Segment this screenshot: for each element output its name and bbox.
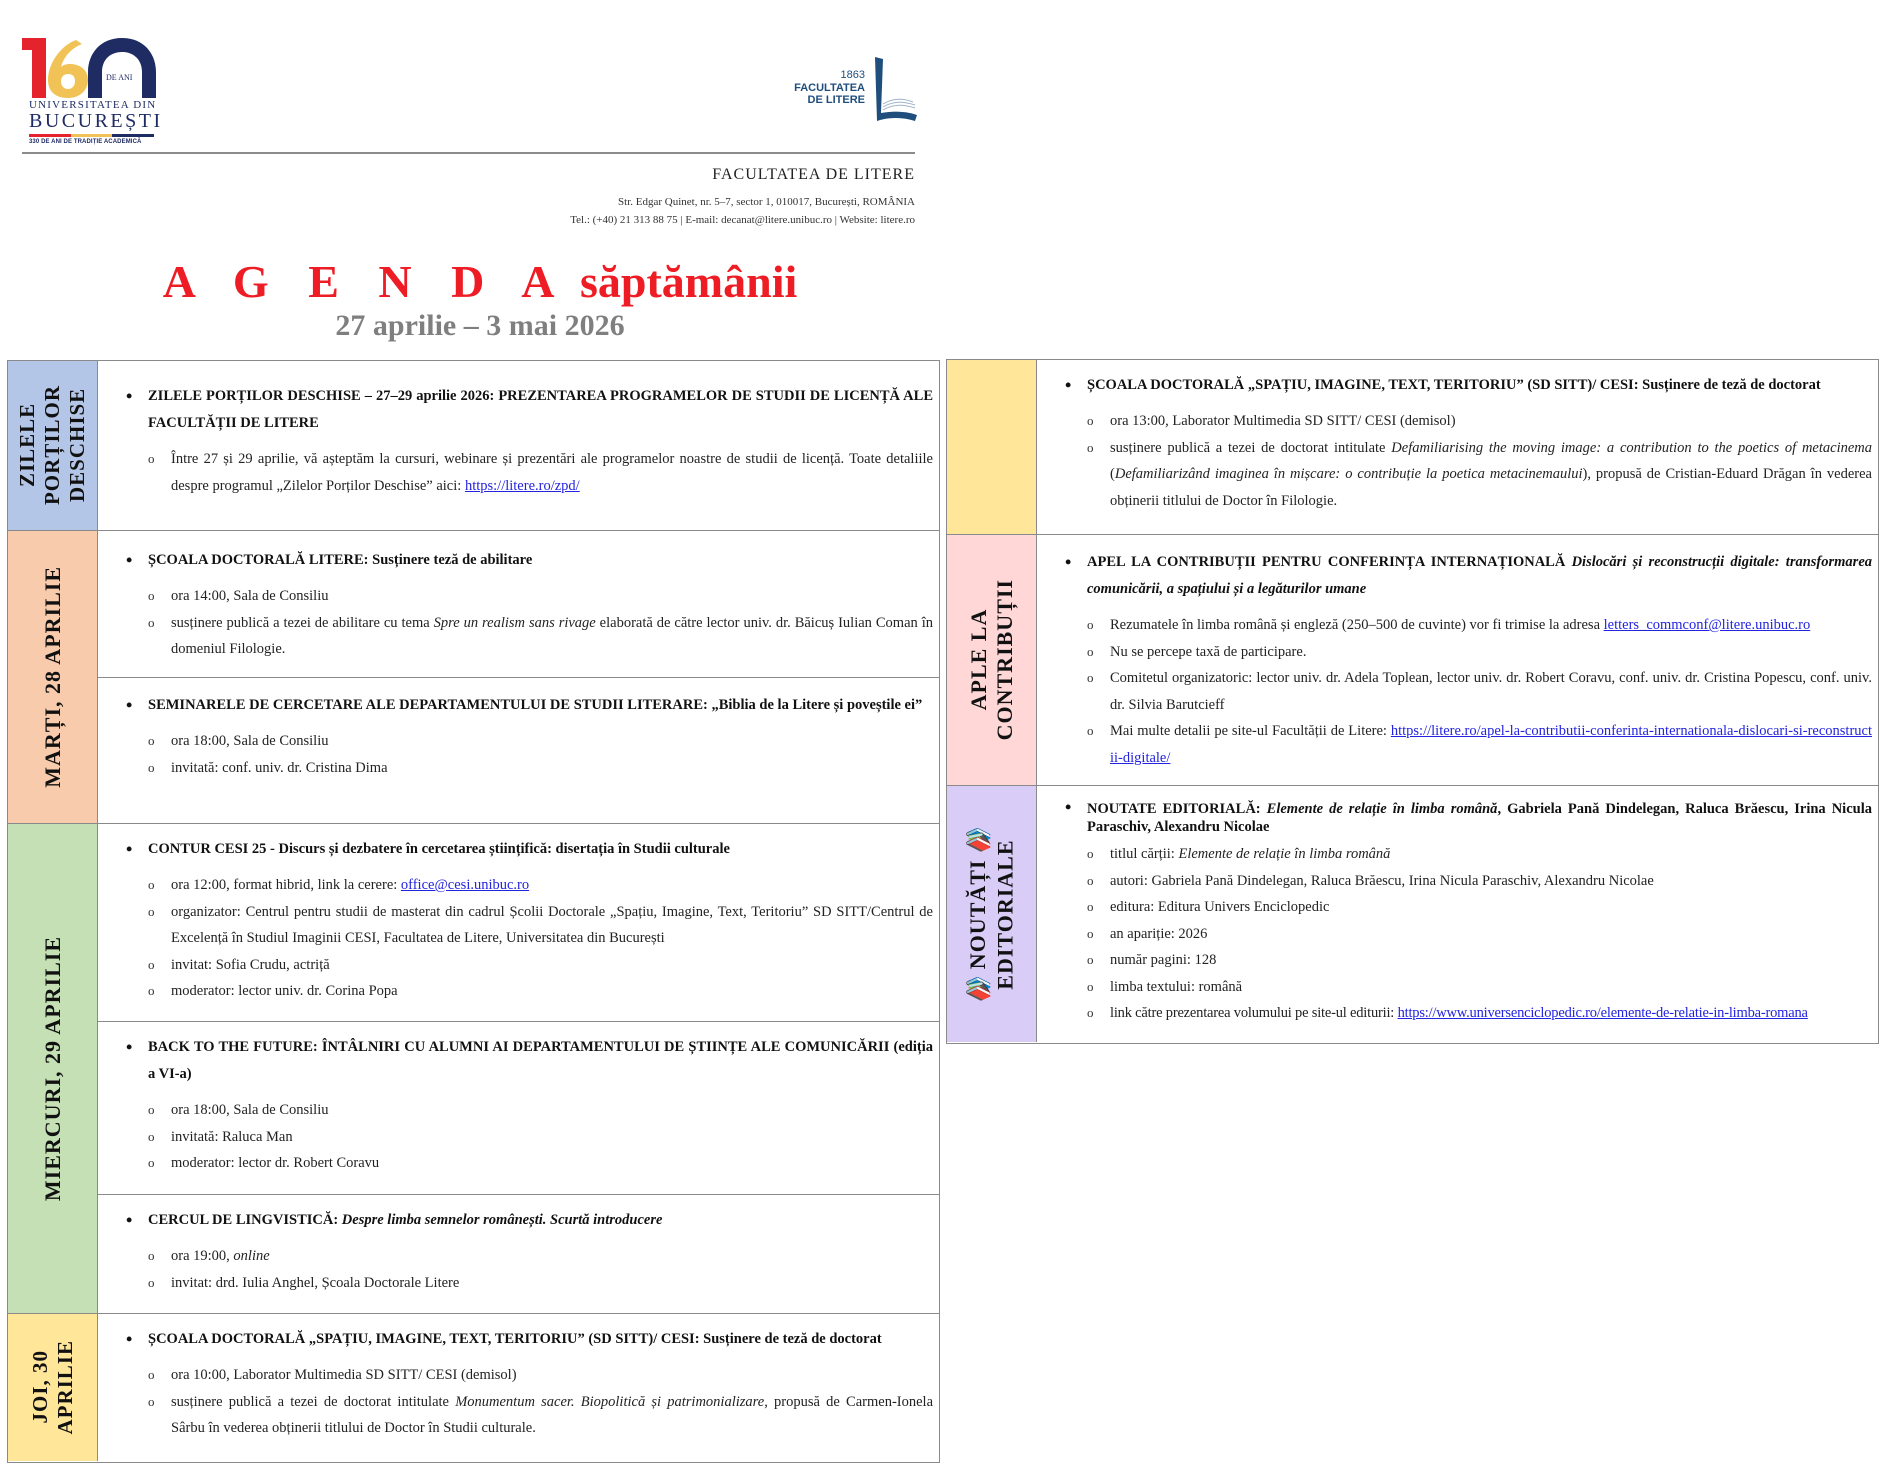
publisher-link[interactable]: https://www.universenciclopedic.ro/elemente-de-relatie-in-limba-romana xyxy=(1397,1005,1808,1021)
cesi-email-link[interactable]: office@cesi.unibuc.ro xyxy=(400,877,530,893)
day-label-cell xyxy=(8,1314,98,1461)
faculty-address: Str. Edgar Quinet, nr. 5–7, sector 1, 010017, București, ROMÂNIA xyxy=(618,196,915,208)
event-item xyxy=(98,531,939,677)
event-title: • BACK TO THE FUTURE: ÎNTÂLNIRI CU ALUMNI AI DEPARTAMENTULUI DE ȘTIINȚE ALE COMUNICĂRII (ediția a VI-a) xyxy=(126,1034,933,1088)
day-label: JOI, 30 APRILIE xyxy=(27,1340,77,1435)
event-item xyxy=(1037,549,1878,771)
day-row-call-for-papers xyxy=(947,534,1878,785)
logo-digit-six xyxy=(48,40,88,98)
book-stack-icon: 📚 xyxy=(964,827,993,853)
day-row-open-days xyxy=(8,361,939,530)
event-detail: o Mai multe detalii pe site-ul Facultății de Litere: https://litere.ro/apel-la-contributii-conferinta-internationala-dislocari-si-reconstructii-digitale/ xyxy=(1087,718,1872,771)
event-detail: o link către prezentarea volumului pe site-ul editurii: https://www.universenciclopedic.ro/elemente-de-relatie-in-limba-romana xyxy=(1087,1000,1872,1027)
day-row-tuesday xyxy=(8,530,939,823)
event-item xyxy=(1037,800,1878,1027)
day-label-cell xyxy=(947,360,1037,534)
event-title: • CONTUR CESI 25 - Discurs și dezbatere în cercetarea științifică: disertația în Studii culturale xyxy=(126,836,933,863)
faculty-logo xyxy=(770,55,920,125)
event-detail: o organizator: Centrul pentru studii de masterat din cadrul Școlii Doctorale „Spațiu, Imagine, Text, Teritoriu” SD SITT/Centrul de Excelență în Studiul Imaginii CESI, Facultatea de Litere, Universitatea din București xyxy=(148,899,933,952)
day-row-wednesday xyxy=(8,823,939,1313)
event-title: • ȘCOALA DOCTORALĂ „SPAȚIU, IMAGINE, TEXT, TERITORIU” (SD SITT)/ CESI: Susținere de teză de doctorat xyxy=(1065,372,1872,399)
event-detail: o ora 12:00, format hibrid, link la cerere: office@cesi.unibuc.ro xyxy=(148,872,933,899)
day-label-cell xyxy=(947,786,1037,1042)
event-detail: o susținere publică a tezei de doctorat intitulate Defamiliarising the moving image: a contribution to the poetics of metacinema (Defamiliarizând imaginea în mișcare: o contribuție la poetica metacinemaului), propusă de Cristian-Eduard Drăgan în vederea obținerii titlului de Doctor în Filologie. xyxy=(1087,435,1872,515)
logo-digit-one xyxy=(22,38,46,98)
zpd-link[interactable]: https://litere.ro/zpd/ xyxy=(464,477,580,494)
event-detail: o Între 27 și 29 aprilie, vă așteptăm la cursuri, webinare și prezentări ale programelor noastre de studii de licență. Toate detaliile despre programul „Zilelor Porților Deschise” aici: https://litere.ro/zpd/ xyxy=(148,446,933,499)
event-item xyxy=(98,1326,939,1442)
page-title-week: săptămânii xyxy=(580,256,798,307)
event-item xyxy=(98,383,939,499)
logo-digit-zero xyxy=(88,38,156,98)
event-item xyxy=(98,1194,939,1314)
event-title: • ȘCOALA DOCTORALĂ „SPAȚIU, IMAGINE, TEXT, TERITORIU” (SD SITT)/ CESI: Susținere de teză de doctorat xyxy=(126,1326,933,1353)
event-detail: o ora 14:00, Sala de Consiliu xyxy=(148,583,933,610)
day-label-cell xyxy=(947,535,1037,785)
event-detail: o ora 13:00, Laborator Multimedia SD SITT/ CESI (demisol) xyxy=(1087,408,1872,435)
event-detail: o ora 18:00, Sala de Consiliu xyxy=(148,728,933,755)
event-detail: o autori: Gabriela Pană Dindelegan, Raluca Brăescu, Irina Nicula Paraschiv, Alexandru Nicolae xyxy=(1087,868,1872,895)
event-item xyxy=(98,824,939,1021)
faculty-contact: Tel.: (+40) 21 313 88 75 | E-mail: decanat@litere.unibuc.ro | Website: litere.ro xyxy=(570,214,915,226)
event-detail: o număr pagini: 128 xyxy=(1087,947,1872,974)
conference-details-link[interactable]: https://litere.ro/apel-la-contributii-conferinta-internationala-dislocari-si-reconstructii-digitale/ xyxy=(1110,723,1872,766)
event-item xyxy=(98,1021,939,1194)
day-label: 📚 NOUTĂȚI 📚 EDITORIALE xyxy=(964,827,1018,1002)
conference-email-link[interactable]: letters_commconf@litere.unibuc.ro xyxy=(1603,617,1811,633)
agenda-table-right xyxy=(946,359,1879,1044)
logo-city-name: BUCUREȘTI xyxy=(29,110,163,132)
event-detail: o invitat: drd. Iulia Anghel, Școala Doctorale Litere xyxy=(148,1270,933,1297)
event-detail: o susținere publică a tezei de doctorat intitulate Monumentum sacer. Biopolitică și patrimonializare, propusă de Carmen-Ionela Sârbu în vederea obținerii titlului de Doctor în Studii culturale. xyxy=(148,1389,933,1442)
faculty-logo-year: 1863 xyxy=(840,69,865,81)
faculty-logo-name-2: DE LITERE xyxy=(807,94,865,106)
event-detail: o susținere publică a tezei de abilitare cu tema Spre un realism sans rivage elaborată de către lector univ. dr. Băicuș Iulian Coman în domeniul Filologie. xyxy=(148,610,933,663)
event-detail: o editura: Editura Univers Enciclopedic xyxy=(1087,894,1872,921)
day-row-editorial-news xyxy=(947,785,1878,1042)
open-book-l-icon xyxy=(865,55,920,125)
logo-tagline: 330 DE ANI DE TRADIȚIE ACADEMICĂ xyxy=(29,139,142,145)
event-detail: o ora 19:00, online xyxy=(148,1243,933,1270)
event-detail: o moderator: lector dr. Robert Coravu xyxy=(148,1150,933,1177)
faculty-logo-name-1: FACULTATEA xyxy=(794,82,865,94)
event-detail: o invitat: Sofia Crudu, actriță xyxy=(148,952,933,979)
university-logo xyxy=(20,36,163,146)
day-row-thursday-cont xyxy=(947,360,1878,534)
logo-de-ani: DE ANI xyxy=(106,73,133,82)
logo-160-graphic xyxy=(20,36,160,98)
event-title: • SEMINARELE DE CERCETARE ALE DEPARTAMENTULUI DE STUDII LITERARE: „Biblia de la Litere și poveștile ei” xyxy=(126,692,933,719)
event-detail: o Rezumatele în limba română și engleză (250–500 de cuvinte) vor fi trimise la adresa letters_commconf@litere.unibuc.ro xyxy=(1087,612,1872,639)
day-label: APLE LA CONTRIBUȚII xyxy=(965,579,1017,741)
day-label: ZILELE PORȚILOR DESCHISE xyxy=(15,385,89,506)
day-label-cell xyxy=(8,531,98,823)
event-detail: o an apariție: 2026 xyxy=(1087,921,1872,948)
logo-tricolor-stripe xyxy=(29,134,154,137)
event-title: • CERCUL DE LINGVISTICĂ: Despre limba semnelor românești. Scurtă introducere xyxy=(126,1207,933,1234)
event-detail: o moderator: lector univ. dr. Corina Popa xyxy=(148,978,933,1005)
event-detail: o Nu se percepe taxă de participare. xyxy=(1087,639,1872,666)
day-label: MIERCURI, 29 APRILIE xyxy=(39,935,65,1202)
event-title: • ZILELE PORȚILOR DESCHISE – 27–29 aprilie 2026: PREZENTAREA PROGRAMELOR DE STUDII DE LICENȚĂ ALE FACULTĂȚII DE LITERE xyxy=(126,383,933,437)
event-detail: o invitată: Raluca Man xyxy=(148,1124,933,1151)
page-title xyxy=(0,255,960,308)
event-item xyxy=(98,677,939,824)
event-detail: o titlul cărții: Elemente de relație în limba română xyxy=(1087,841,1872,868)
book-stack-icon: 📚 xyxy=(964,976,993,1002)
event-title: • NOUTATE EDITORIALĂ: Elemente de relație în limba română, Gabriela Pană Dindelegan, Raluca Brăescu, Irina Nicula Paraschiv, Alexandru Nicolae xyxy=(1065,800,1872,836)
header-divider xyxy=(22,152,915,154)
event-detail: o Comitetul organizatoric: lector univ. dr. Adela Toplean, lector univ. dr. Robert Coravu, conf. univ. dr. Cristina Popescu, conf. univ. dr. Silvia Barutcieff xyxy=(1087,665,1872,718)
event-title: • APEL LA CONTRIBUȚII PENTRU CONFERINȚA INTERNAȚIONALĂ Dislocări și reconstrucții digitale: transformarea comunicării, a spațiului și a legăturilor umane xyxy=(1065,549,1872,603)
day-row-thursday xyxy=(8,1313,939,1461)
event-item xyxy=(1037,372,1878,514)
agenda-table-left xyxy=(7,360,940,1463)
event-detail: o invitată: conf. univ. dr. Cristina Dima xyxy=(148,755,933,782)
date-range: 27 aprilie – 3 mai 2026 xyxy=(335,309,625,342)
page-title-agenda: A G E N D A xyxy=(162,256,569,307)
event-title: • ȘCOALA DOCTORALĂ LITERE: Susținere teză de abilitare xyxy=(126,547,933,574)
faculty-title: FACULTATEA DE LITERE xyxy=(712,166,915,183)
event-detail: o ora 10:00, Laborator Multimedia SD SITT/ CESI (demisol) xyxy=(148,1362,933,1389)
logo-university-name: UNIVERSITATEA DIN xyxy=(29,99,157,111)
day-label-cell xyxy=(8,361,98,530)
day-label-cell xyxy=(8,824,98,1313)
event-detail: o limba textului: română xyxy=(1087,974,1872,1001)
event-detail: o ora 18:00, Sala de Consiliu xyxy=(148,1097,933,1124)
day-label: MARȚI, 28 APRILIE xyxy=(39,566,65,788)
